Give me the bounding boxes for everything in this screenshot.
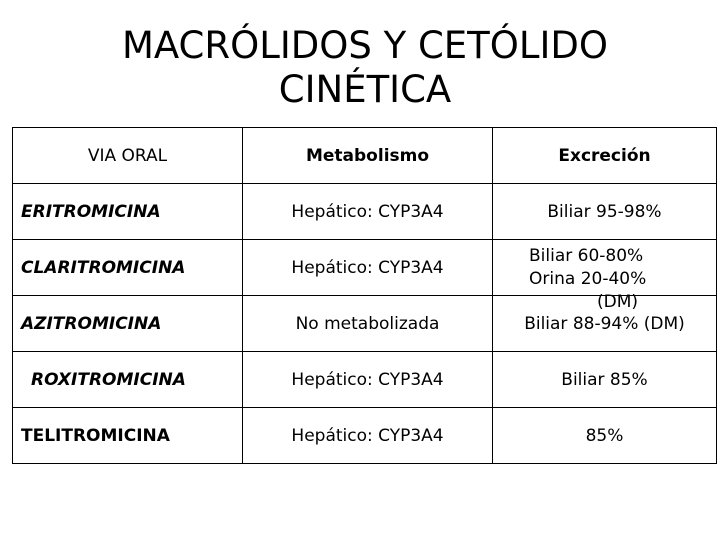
slide-title-line1: MACRÓLIDOS Y CETÓLIDO (121, 24, 609, 67)
metabolism-cell: Hepático: CYP3A4 (243, 352, 493, 408)
excretion-cell: Biliar 85% (493, 352, 717, 408)
table-row (13, 184, 717, 240)
header-metabolismo: Metabolismo (243, 128, 493, 184)
table-row (13, 240, 717, 296)
table-header-row (13, 128, 717, 184)
drug-name: CLARITROMICINA (13, 240, 243, 296)
metabolism-cell: Hepático: CYP3A4 (243, 408, 493, 464)
excretion-line: (DM) (597, 292, 639, 312)
drug-name: TELITROMICINA (13, 408, 243, 464)
excretion-line: Orina 20-40% (529, 269, 647, 289)
header-via-oral: VIA ORAL (13, 128, 243, 184)
header-excrecion: Excreción (493, 128, 717, 184)
drug-name: ERITROMICINA (13, 184, 243, 240)
excretion-line: Biliar 60-80% (529, 246, 644, 266)
excretion-cell (493, 240, 717, 312)
drug-name: AZITROMICINA (13, 296, 243, 352)
drug-name: ROXITROMICINA (13, 352, 243, 408)
kinetics-table (12, 127, 717, 464)
slide-title-line2: CINÉTICA (278, 68, 452, 111)
table-row (13, 408, 717, 464)
slide-title (60, 24, 670, 112)
excretion-cell: 85% (493, 408, 717, 464)
excretion-cell: Biliar 88-94% (DM) (493, 296, 717, 352)
excretion-cell: Biliar 95-98% (493, 184, 717, 240)
metabolism-cell: No metabolizada (243, 296, 493, 352)
table-row (13, 296, 717, 352)
metabolism-cell: Hepático: CYP3A4 (243, 240, 493, 296)
metabolism-cell: Hepático: CYP3A4 (243, 184, 493, 240)
table-row (13, 352, 717, 408)
